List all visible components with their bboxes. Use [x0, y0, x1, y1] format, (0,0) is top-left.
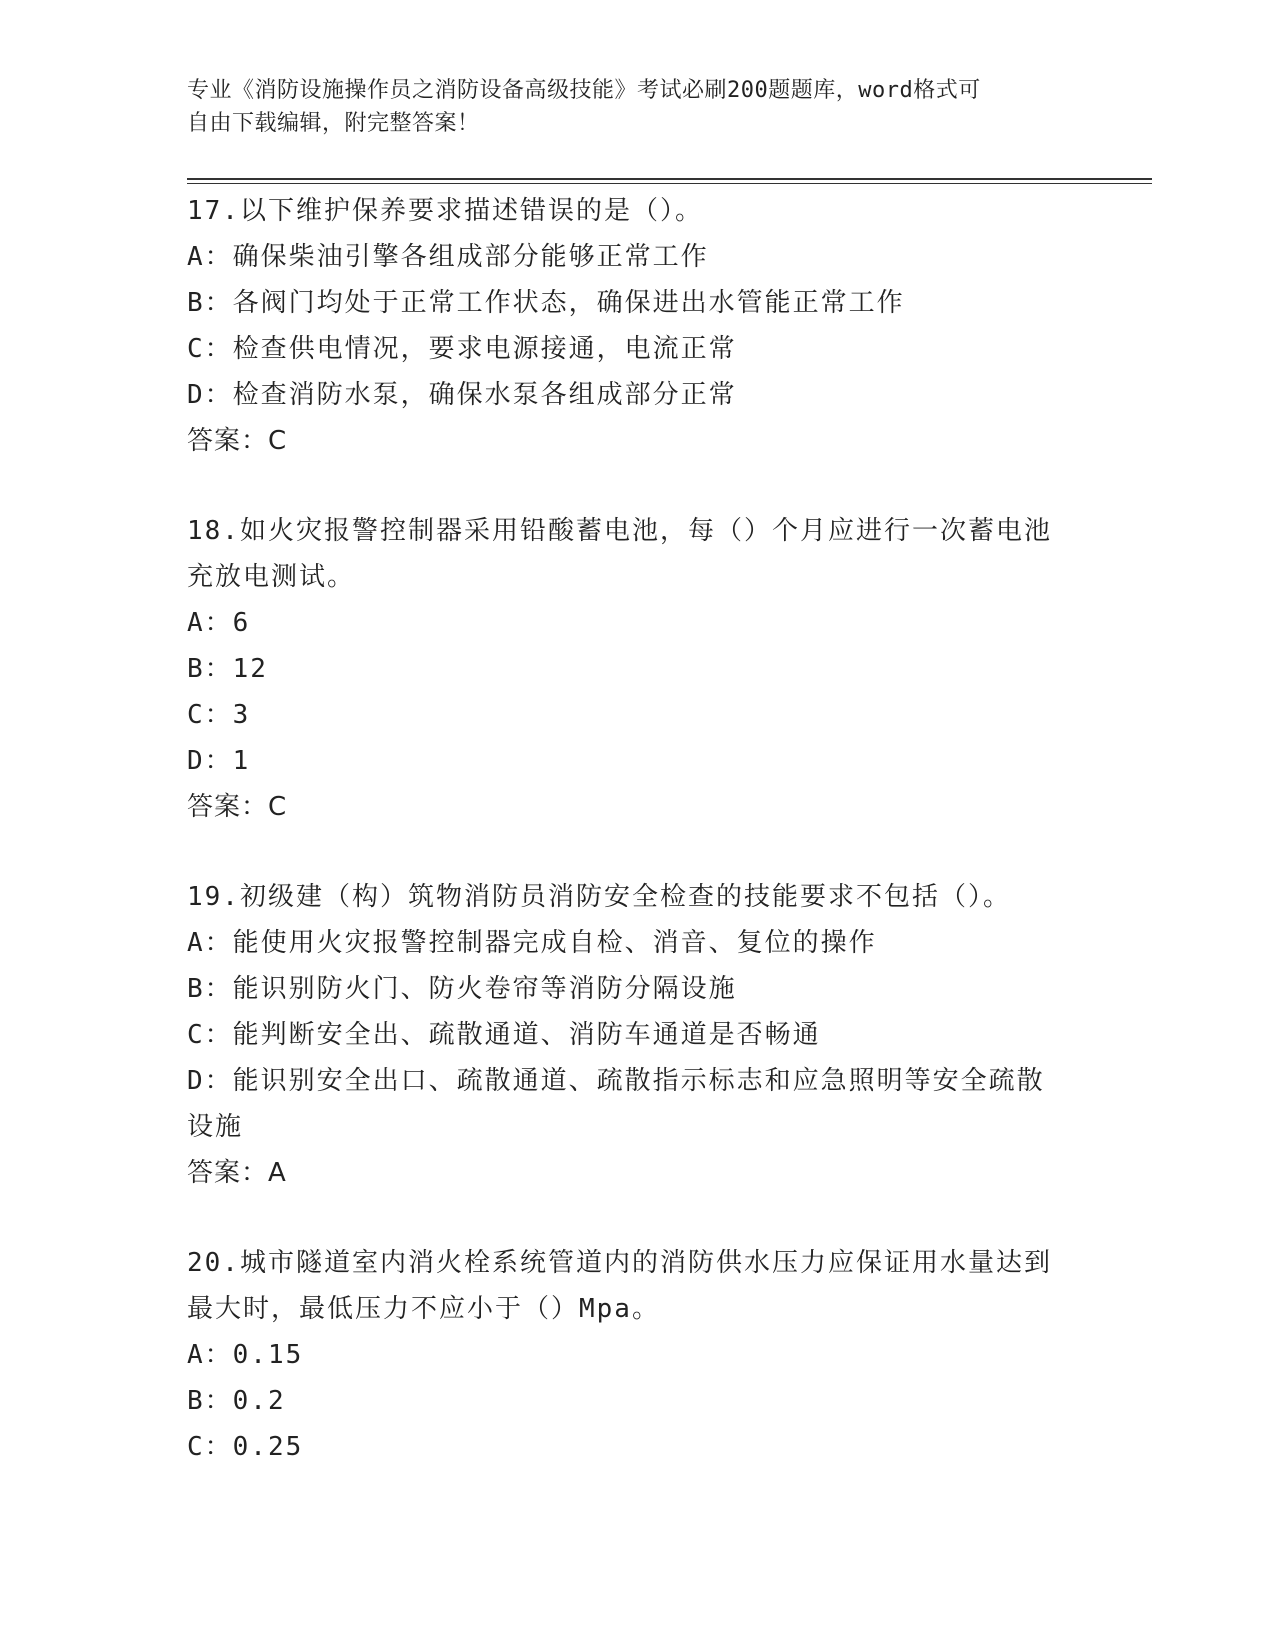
answer-line: 答案：A: [187, 1158, 287, 1188]
option-d: D：能识别安全出口、疏散通道、疏散指示标志和应急照明等安全疏散: [187, 1066, 1045, 1096]
option-c: C：能判断安全出、疏散通道、消防车通道是否畅通: [187, 1020, 821, 1050]
option-d: D：检查消防水泵，确保水泵各组成部分正常: [187, 380, 737, 410]
header-divider-thin: [187, 183, 1152, 184]
question-stem-continued: 最大时，最低压力不应小于（）Mpa。: [187, 1294, 660, 1324]
document-header: [187, 74, 1067, 140]
option-a: A：6: [187, 608, 251, 638]
question-stem: 18.如火灾报警控制器采用铅酸蓄电池，每（）个月应进行一次蓄电池: [187, 516, 1052, 546]
answer-line: 答案：C: [187, 792, 288, 822]
option-c: C：3: [187, 700, 251, 730]
option-b: B：各阀门均处于正常工作状态，确保进出水管能正常工作: [187, 288, 905, 318]
option-c: C：0.25: [187, 1432, 304, 1462]
header-line-2: 自由下载编辑，附完整答案！: [187, 111, 480, 136]
option-d: D：1: [187, 746, 251, 776]
option-b: B：0.2: [187, 1386, 286, 1416]
option-b: B：12: [187, 654, 268, 684]
option-a: A：能使用火灾报警控制器完成自检、消音、复位的操作: [187, 928, 877, 958]
header-line-1: 专业《消防设施操作员之消防设备高级技能》考试必刷200题题库，word格式可: [187, 78, 981, 103]
question-19: [187, 874, 1087, 1196]
question-20: [187, 1240, 1087, 1470]
question-list: [187, 188, 1087, 1514]
question-18: [187, 508, 1087, 830]
question-stem: 20.城市隧道室内消火栓系统管道内的消防供水压力应保证用水量达到: [187, 1248, 1052, 1278]
option-a: A：确保柴油引擎各组成部分能够正常工作: [187, 242, 709, 272]
question-stem-continued: 充放电测试。: [187, 562, 356, 592]
question-stem: 19.初级建（构）筑物消防员消防安全检查的技能要求不包括（）。: [187, 882, 1011, 912]
option-d-continued: 设施: [187, 1112, 244, 1142]
option-b: B：能识别防火门、防火卷帘等消防分隔设施: [187, 974, 737, 1004]
question-17: [187, 188, 1087, 464]
option-c: C：检查供电情况，要求电源接通，电流正常: [187, 334, 737, 364]
answer-line: 答案：C: [187, 426, 288, 456]
header-divider-thick: [187, 178, 1152, 180]
question-stem: 17.以下维护保养要求描述错误的是（）。: [187, 196, 703, 226]
option-a: A：0.15: [187, 1340, 304, 1370]
